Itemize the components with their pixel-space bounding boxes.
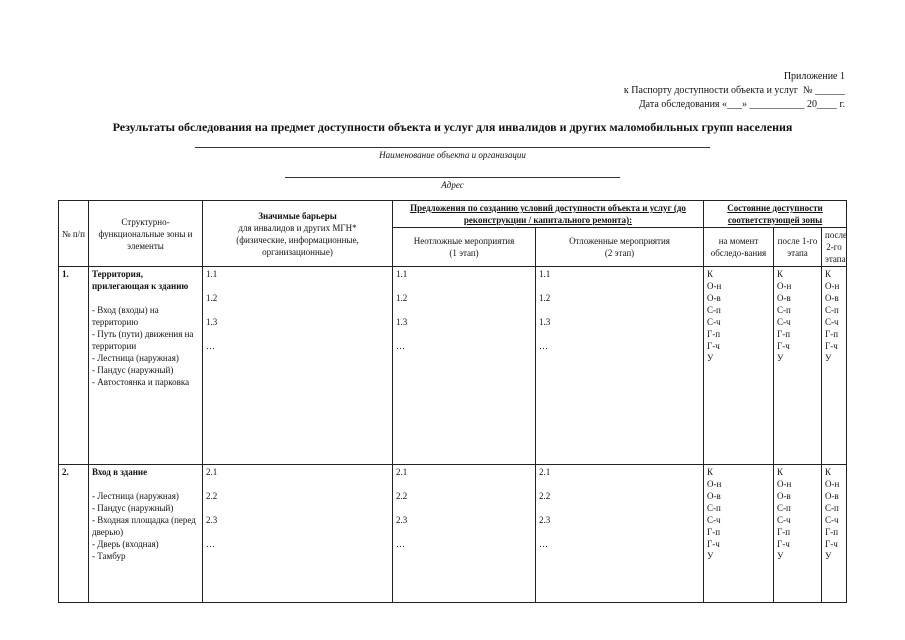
access-code: У — [707, 551, 714, 561]
appendix-label: Приложение 1 — [783, 71, 845, 82]
access-code: С-ч — [707, 515, 721, 525]
access-code: Г-ч — [825, 539, 838, 549]
zone-element: - Входная площадка (перед дверью) — [92, 515, 196, 537]
row-state-after1 — [774, 465, 822, 603]
item-number: … — [539, 539, 548, 549]
item-number: 1.2 — [206, 293, 218, 303]
row-zone — [89, 267, 203, 465]
access-code: О-н — [825, 479, 840, 489]
object-name-line — [195, 147, 710, 148]
row-state-after2 — [822, 267, 847, 465]
access-code: О-в — [777, 491, 791, 501]
item-number: … — [396, 341, 405, 351]
zone-element: - Дверь (входная) — [92, 539, 159, 549]
zone-element: - Тамбур — [92, 551, 126, 561]
item-number: 1.1 — [396, 269, 408, 279]
access-code: О-н — [777, 479, 792, 489]
access-code: К — [777, 269, 784, 279]
access-code: К — [707, 269, 714, 279]
item-number: 1.3 — [539, 317, 551, 327]
row-barriers — [203, 267, 393, 465]
access-code: У — [777, 551, 784, 561]
document-title: Результаты обследования на предмет доступности объекта и услуг для инвалидов и других маломобильных групп населения — [112, 120, 793, 134]
access-code: С-п — [707, 503, 721, 513]
header-zones: Структурно-функциональные зоны и элементы — [89, 201, 203, 267]
access-code: Г-ч — [707, 539, 720, 549]
item-number: 1.3 — [396, 317, 408, 327]
item-number: 2.3 — [206, 515, 218, 525]
header-barriers-note: (физические, информационные, организационные) — [236, 234, 359, 257]
item-number: 1.3 — [206, 317, 218, 327]
item-number: 1.1 — [539, 269, 551, 279]
access-code: Г-ч — [777, 539, 790, 549]
access-code: С-п — [777, 305, 791, 315]
header-urgent-stage: (1 этап) — [449, 248, 479, 258]
access-code: Г-п — [707, 329, 721, 339]
access-code: Г-ч — [777, 341, 790, 351]
item-number: 1.2 — [539, 293, 551, 303]
access-code: С-ч — [777, 317, 791, 327]
row-barriers — [203, 465, 393, 603]
row-urgent — [393, 465, 536, 603]
header-deferred-stage: (2 этап) — [604, 248, 635, 258]
access-code: К — [825, 467, 832, 477]
access-code: С-ч — [707, 317, 721, 327]
row-zone — [89, 465, 203, 603]
address-caption: Адрес — [441, 180, 464, 190]
table-row — [59, 267, 847, 465]
access-code: С-п — [777, 503, 791, 513]
access-code: С-ч — [777, 515, 791, 525]
row-deferred — [536, 465, 704, 603]
access-code: К — [777, 467, 784, 477]
header-proposals — [393, 201, 704, 228]
access-code: О-в — [707, 491, 721, 501]
access-code: С-ч — [825, 317, 839, 327]
item-number: … — [539, 341, 548, 351]
access-code: О-в — [777, 293, 791, 303]
item-number: 1.1 — [206, 269, 218, 279]
header-state-text: Состояние доступности соответствующей зоны — [727, 203, 823, 225]
access-code: О-в — [707, 293, 721, 303]
zone-element: - Путь (пути) движения на территории — [92, 329, 194, 351]
header-urgent — [393, 228, 536, 267]
header-urgent-label: Неотложные мероприятия — [413, 236, 515, 246]
zone-element: - Вход (входы) на территорию — [92, 305, 159, 327]
access-code: У — [707, 353, 714, 363]
header-deferred — [536, 228, 704, 267]
item-number: 2.2 — [539, 491, 551, 501]
survey-date: Дата обследования «___» ___________ 20____ г. — [638, 99, 845, 110]
passport-reference: к Паспорту доступности объекта и услуг № ______ — [623, 85, 845, 96]
access-code: К — [825, 269, 832, 279]
item-number: 2.1 — [539, 467, 551, 477]
zone-element: - Пандус (наружный) — [92, 503, 174, 513]
access-code: К — [707, 467, 714, 477]
item-number: 2.2 — [396, 491, 408, 501]
header-barriers-sub: для инвалидов и других МГН* — [238, 222, 357, 233]
access-code: С-п — [707, 305, 721, 315]
header-state-now: на момент обследо-вания — [704, 228, 774, 267]
table-row — [59, 465, 847, 603]
access-code: Г-п — [707, 527, 721, 537]
row-urgent — [393, 267, 536, 465]
address-line — [285, 177, 620, 178]
item-number: 2.3 — [539, 515, 551, 525]
zone-title: Вход в здание — [92, 467, 148, 477]
header-state-after2: после 2-го этапа — [822, 228, 847, 267]
row-num: 1. — [59, 267, 89, 465]
access-code: У — [825, 353, 832, 363]
access-code: О-н — [825, 281, 840, 291]
access-code: О-в — [825, 293, 839, 303]
row-state-after1 — [774, 267, 822, 465]
header-barriers — [203, 201, 393, 267]
access-code: О-н — [707, 281, 722, 291]
item-number: … — [206, 341, 215, 351]
access-code: Г-ч — [707, 341, 720, 351]
access-code: У — [777, 353, 784, 363]
access-code: О-н — [777, 281, 792, 291]
access-code: О-н — [707, 479, 722, 489]
access-code: Г-п — [825, 329, 839, 339]
item-number: 2.3 — [396, 515, 408, 525]
item-number: 2.1 — [206, 467, 218, 477]
header-proposals-text: Предложения по созданию условий доступности объекта и услуг (до реконструкции / капитального ремонта): — [410, 203, 686, 225]
item-number: 2.2 — [206, 491, 218, 501]
zone-element: - Пандус (наружный) — [92, 365, 174, 375]
item-number: … — [396, 539, 405, 549]
access-code: Г-п — [825, 527, 839, 537]
access-code: С-п — [825, 503, 839, 513]
zone-element: - Автостоянка и парковка — [92, 377, 190, 387]
item-number: 2.1 — [396, 467, 408, 477]
item-number: 1.2 — [396, 293, 408, 303]
row-deferred — [536, 267, 704, 465]
item-number: … — [206, 539, 215, 549]
access-code: Г-п — [777, 527, 791, 537]
row-state-now — [704, 267, 774, 465]
access-code: У — [825, 551, 832, 561]
object-name-caption: Наименование объекта и организации — [379, 150, 526, 160]
row-num: 2. — [59, 465, 89, 603]
header-state-after1: после 1-го этапа — [774, 228, 822, 267]
access-code: С-ч — [825, 515, 839, 525]
row-state-now — [704, 465, 774, 603]
survey-table — [58, 200, 847, 603]
header-num: № п/п — [59, 201, 89, 267]
zone-title: Территория, прилегающая к зданию — [92, 269, 189, 291]
access-code: Г-п — [777, 329, 791, 339]
header-barriers-title: Значимые барьеры — [258, 210, 337, 221]
header-deferred-label: Отложенные мероприятия — [569, 236, 670, 246]
header-state — [704, 201, 847, 228]
access-code: С-п — [825, 305, 839, 315]
zone-element: - Лестница (наружная) — [92, 491, 179, 501]
zone-element: - Лестница (наружная) — [92, 353, 179, 363]
access-code: Г-ч — [825, 341, 838, 351]
access-code: О-в — [825, 491, 839, 501]
row-state-after2 — [822, 465, 847, 603]
